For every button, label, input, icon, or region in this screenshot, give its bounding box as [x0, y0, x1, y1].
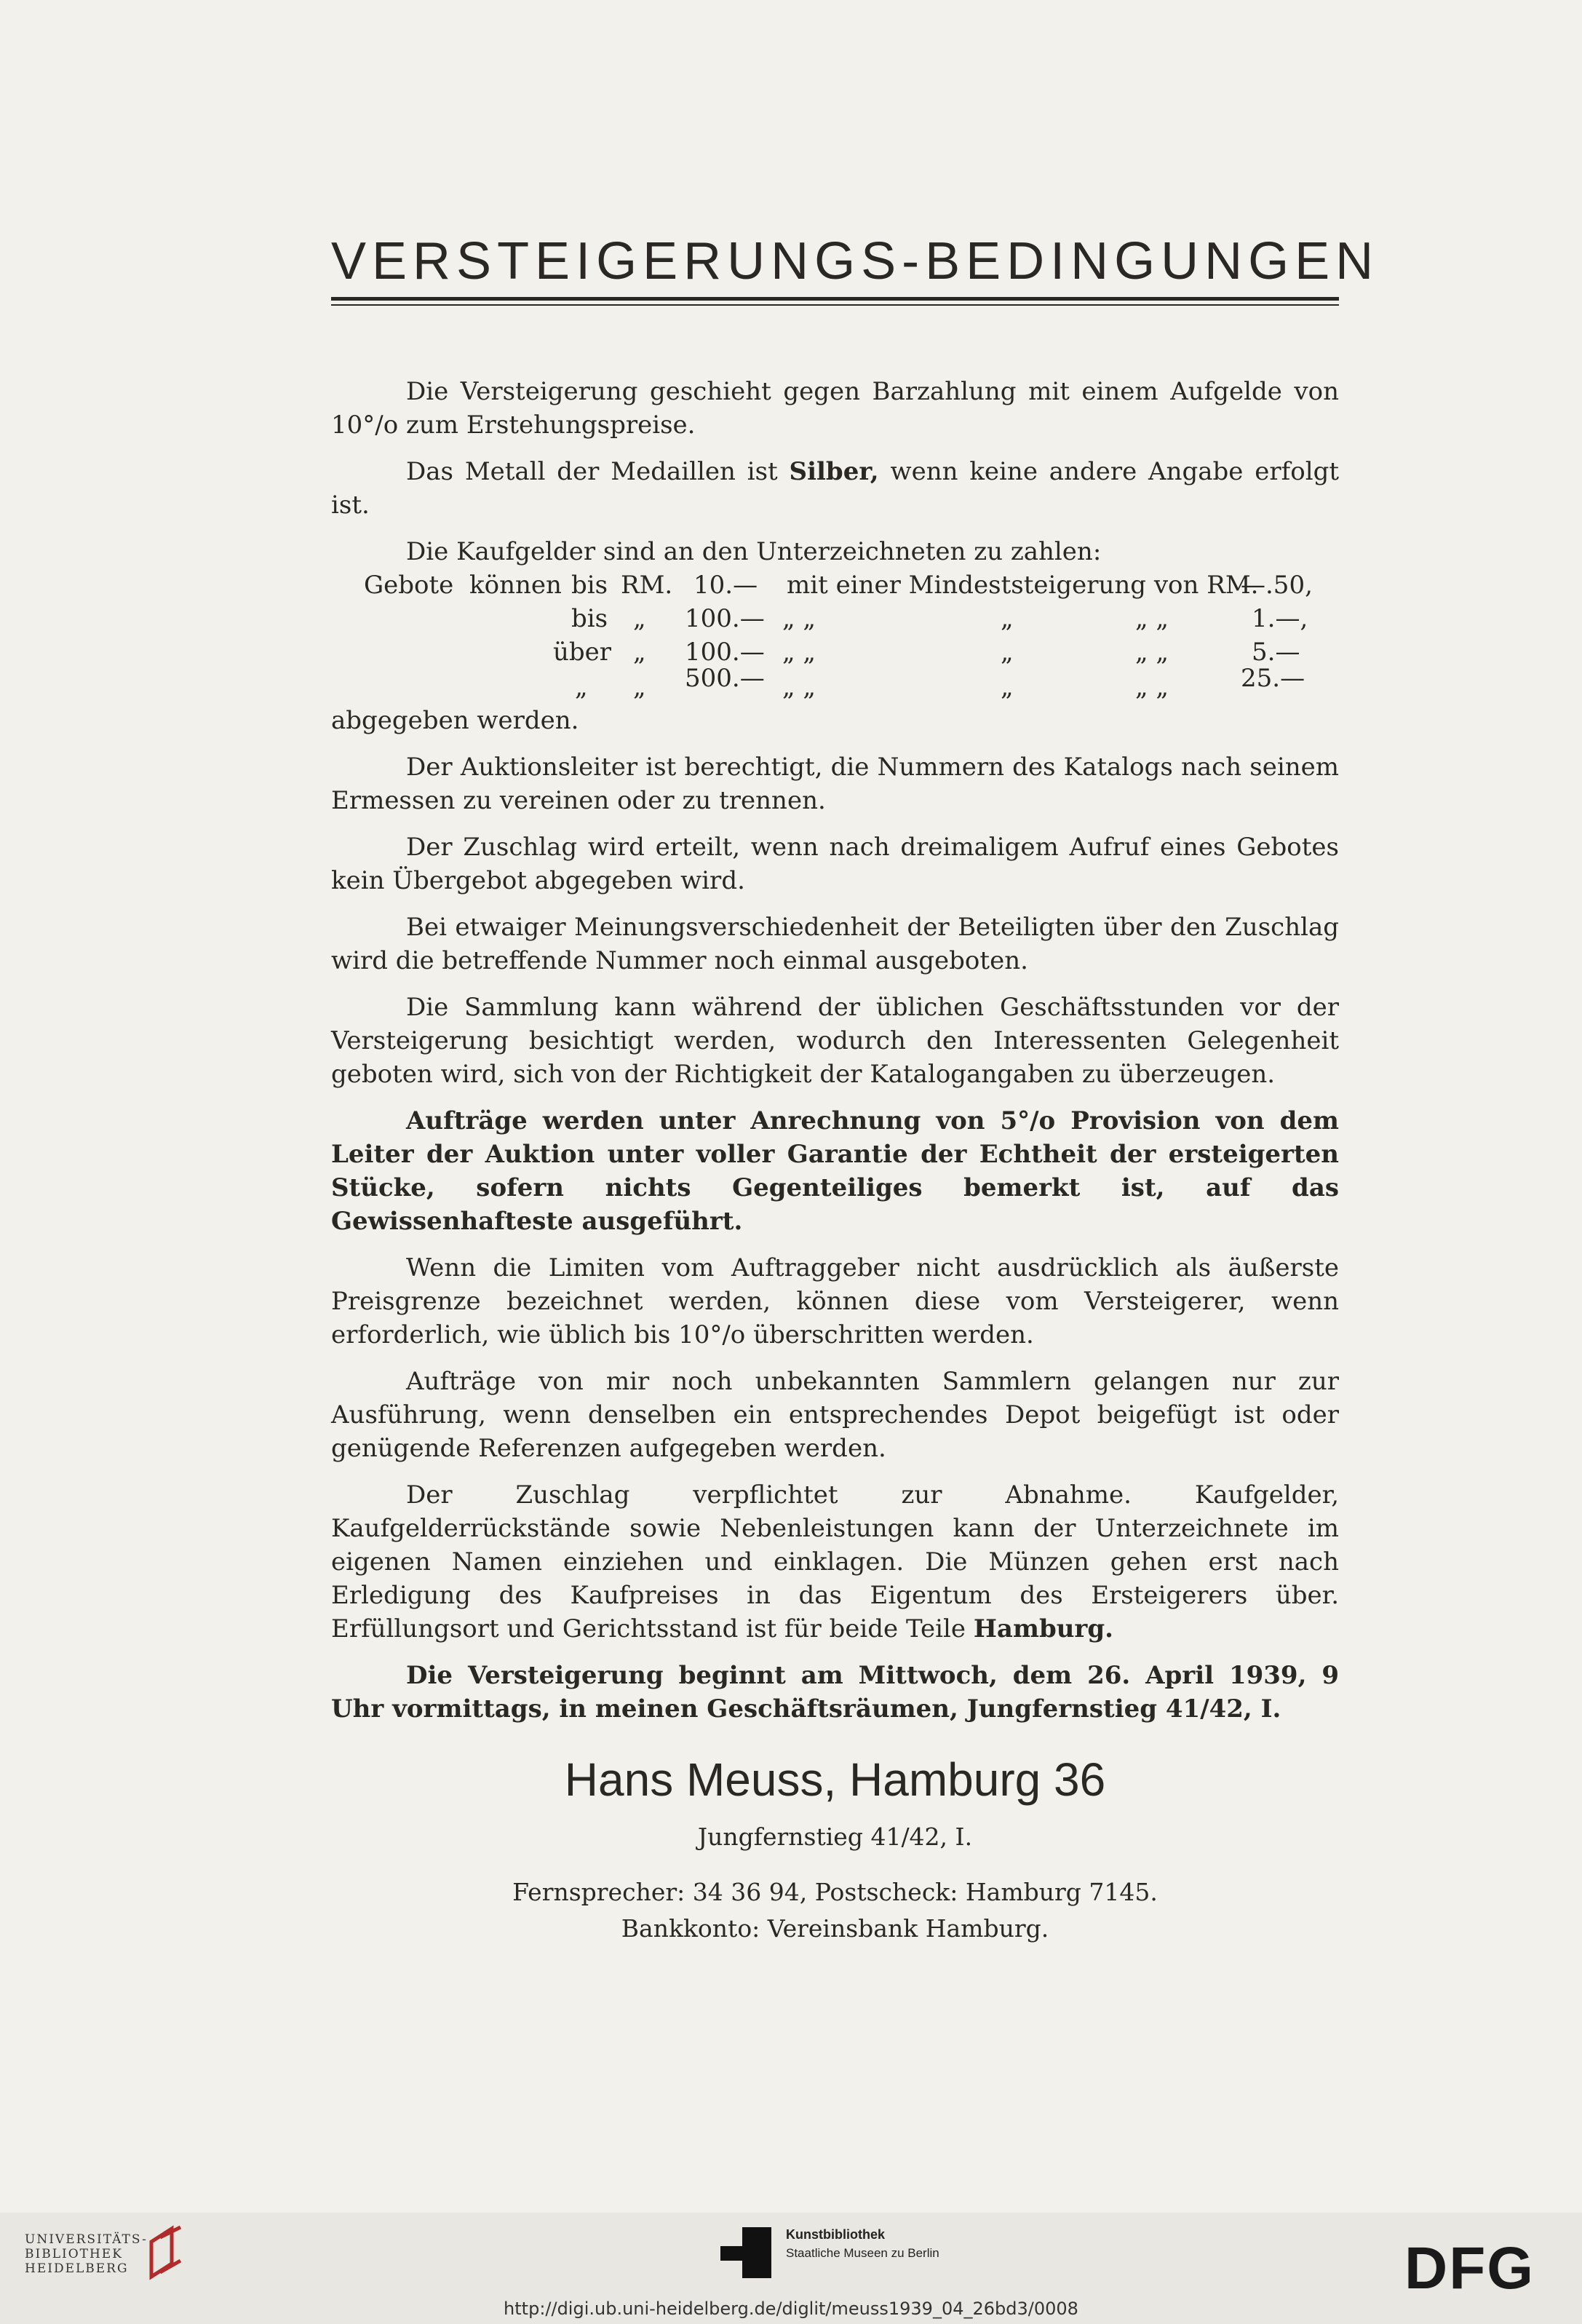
bid-row3-e: „: [1001, 638, 1014, 667]
paragraph-deposit: Aufträge von mir noch unbekannten Sammlern gelangen nur zur Ausführung, wenn denselben ein entsprechendes Depot beigefügt ist oder genügende Referenzen aufgegeben werden.: [331, 1367, 1339, 1463]
metal-silver: Silber,: [789, 457, 879, 486]
bid-row1-d: RM.: [621, 571, 673, 600]
bid-row1-a: Gebote: [364, 571, 454, 600]
bid-row3-a: über: [553, 638, 612, 667]
bid-row4-f: „ „: [1135, 673, 1169, 702]
metal-text-end: wenn keine andere Angabe erfolgt ist.: [331, 457, 1339, 520]
paragraph-auctioneer: Der Auktionsleiter ist berechtigt, die Nummern des Katalogs nach seinem Ermessen zu vereinen oder zu trennen.: [331, 753, 1339, 815]
metal-text: Das Metall der Medaillen ist: [406, 457, 790, 486]
bid-row1-f: mit einer Mindeststeigerung von RM.: [787, 571, 1259, 600]
kunstbibliothek-subtitle: Staatliche Museen zu Berlin: [786, 2246, 939, 2260]
obligation-place: Hamburg.: [973, 1614, 1113, 1643]
bid-row4-e: „: [1001, 673, 1014, 702]
bid-row1-e: 10.—: [693, 571, 758, 600]
bid-row1-b: können: [469, 571, 562, 600]
permalink-url[interactable]: http://digi.ub.uni-heidelberg.de/diglit/meuss1939_04_26bd3/0008: [504, 2299, 1078, 2319]
university-library-logo[interactable]: [144, 2224, 188, 2283]
auctioneer-footer: [331, 1750, 1339, 1947]
bid-row2-e: „: [1001, 604, 1014, 633]
bid-row4-a: „: [575, 673, 588, 702]
conditions-text: [331, 375, 1339, 1739]
bid-row3-c: 100.—: [685, 638, 765, 667]
university-library-label: [25, 2232, 148, 2276]
bid-row2-d: „ „: [782, 604, 816, 633]
paragraph-viewing: Die Sammlung kann während der üblichen Geschäftsstunden vor der Versteigerung besichtigt werden, wodurch den Interessenten Gelegenheit geboten wird, sich von der Richtigkeit der Katalogangaben zu überzeugen.: [331, 993, 1339, 1089]
bid-row4-b: „: [633, 673, 646, 702]
paragraph-obligation: [331, 1478, 1339, 1646]
paragraph-payment: Die Kaufgelder sind an den Unterzeichneten zu zahlen:: [406, 537, 1102, 566]
bid-row3-f: „ „: [1135, 638, 1169, 667]
bid-row2-a: bis: [571, 604, 608, 633]
dfg-logo[interactable]: DFG: [1404, 2235, 1535, 2301]
auctioneer-phone: Fernsprecher: 34 36 94, Postscheck: Hamburg 7145.: [512, 1878, 1158, 1906]
bid-row3-d: „ „: [782, 638, 816, 667]
auctioneer-bank: Bankkonto: Vereinsbank Hamburg.: [621, 1914, 1049, 1943]
paragraph-metal: [331, 455, 1339, 522]
bid-row4-d: „ „: [782, 673, 816, 702]
title-rule-thick: [331, 297, 1339, 301]
paragraph-auction-date: Die Versteigerung beginnt am Mittwoch, dem 26. April 1939, 9 Uhr vormittags, in meinen Geschäftsräumen, Jungfernstieg 41/42, I.: [331, 1661, 1339, 1724]
bid-row4-g: 25.—: [1241, 664, 1305, 693]
obligation-text: Der Zuschlag verpflichtet zur Abnahme. Kaufgelder, Kaufgelderrückstände sowie Nebenleistungen kann der Unterzeichnete im eigenen Namen einziehen und einklagen. Die Münzen gehen erst nach Erledigung des Kaufpreises in das Eigentum des Ersteigerers über. Erfüllungsort und Gerichtsstand ist für beide Teile: [331, 1480, 1339, 1643]
page-title: VERSTEIGERUNGS-BEDINGUNGEN: [331, 232, 1380, 290]
kunstbibliothek-logo[interactable]: [720, 2227, 777, 2278]
auctioneer-address: Jungfernstieg 41/42, I.: [697, 1823, 973, 1851]
bid-increment-table: [331, 568, 1339, 704]
kunstbibliothek-title: Kunstbibliothek: [786, 2227, 885, 2242]
bid-row2-c: 100.—: [685, 604, 765, 633]
bid-row1-g: —.50,: [1241, 571, 1313, 600]
bid-row2-g: 1.—,: [1252, 604, 1308, 633]
uni-line-2: BIBLIOTHEK: [25, 2247, 123, 2261]
paragraph-dispute: Bei etwaiger Meinungsverschiedenheit der Beteiligten über den Zuschlag wird die betreffende Nummer noch einmal ausgeboten.: [331, 913, 1339, 975]
bid-row2-b: „: [633, 604, 646, 633]
bid-row3-g: 5.—: [1252, 638, 1300, 667]
uni-line-3: HEIDELBERG: [25, 2261, 129, 2276]
paragraph-hammer: Der Zuschlag wird erteilt, wenn nach dreimaligem Aufruf eines Gebotes kein Übergebot abgegeben wird.: [331, 833, 1339, 895]
paragraph-commissions: Aufträge werden unter Anrechnung von 5°/o Provision von dem Leiter der Auktion unter voller Garantie der Echtheit der ersteigerten Stücke, sofern nichts Gegenteiliges bemerkt ist, auf das Gewissenhafteste ausgeführt.: [331, 1106, 1339, 1236]
title-rule-thin: [331, 304, 1339, 306]
bid-row4-c: 500.—: [685, 664, 765, 693]
bid-row2-f: „ „: [1135, 604, 1169, 633]
paragraph-limits: Wenn die Limiten vom Auftraggeber nicht ausdrücklich als äußerste Preisgrenze bezeichnet werden, können diese vom Versteigerer, wenn erforderlich, wie üblich bis 10°/o überschritten werden.: [331, 1253, 1339, 1349]
bid-row1-c: bis: [571, 571, 608, 600]
auctioneer-signature: Hans Meuss, Hamburg 36: [564, 1753, 1106, 1806]
bid-table-tail: abgegeben werden.: [331, 706, 579, 735]
paragraph-surcharge: Die Versteigerung geschieht gegen Barzahlung mit einem Aufgelde von 10°/o zum Erstehungspreise.: [331, 377, 1339, 440]
bid-row3-b: „: [633, 638, 646, 667]
uni-line-1: UNIVERSITÄTS-: [25, 2232, 148, 2247]
